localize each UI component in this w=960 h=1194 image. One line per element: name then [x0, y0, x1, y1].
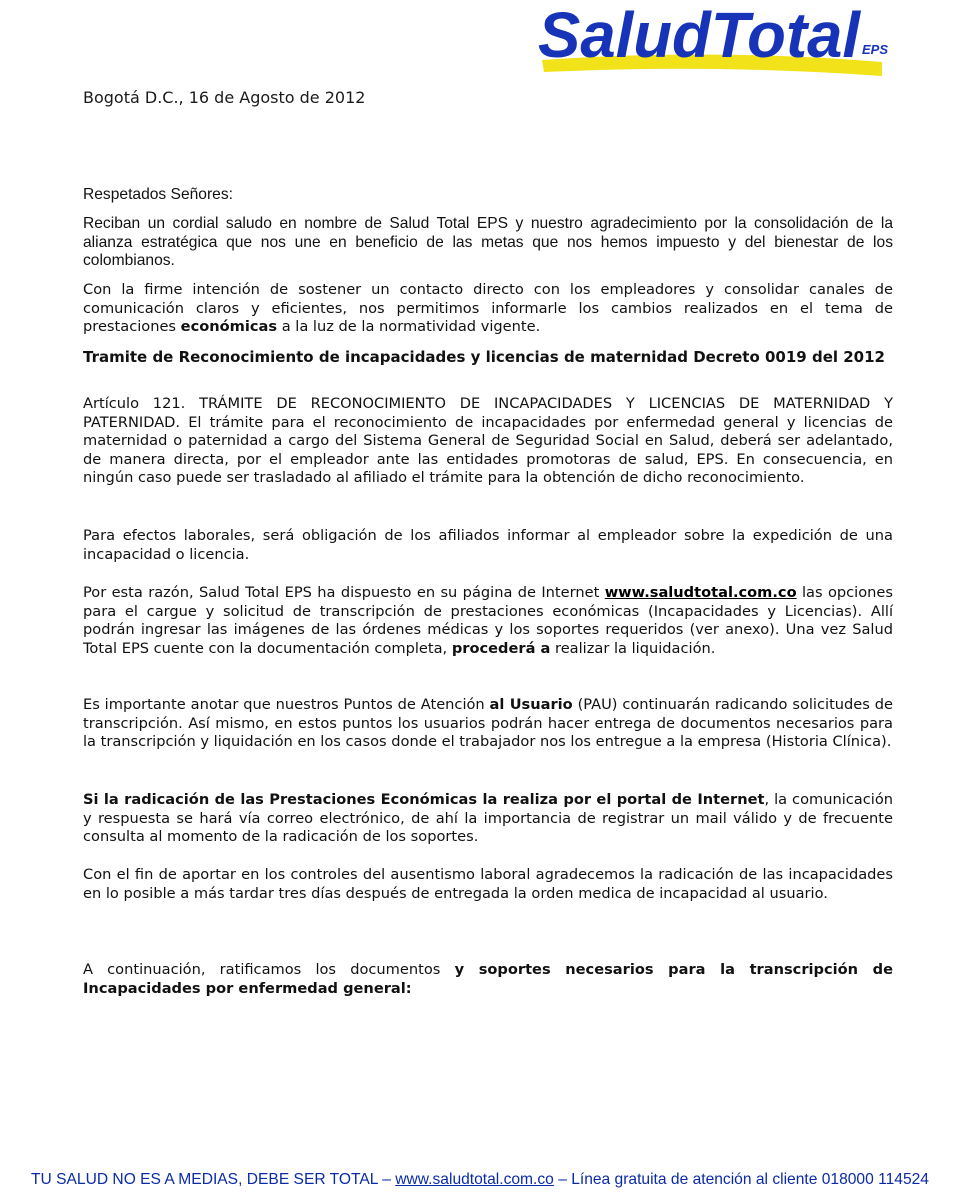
salud-total-logo — [532, 2, 894, 88]
section-heading: Tramite de Reconocimiento de incapacidades y licencias de maternidad Decreto 0019 del 2012 — [83, 348, 885, 366]
paragraph-absenteeism: Con el fin de aportar en los controles del ausentismo laboral agradecemos la radicación de las incapacidades en lo posible a más tardar tres días después de entregada la orden medica de incapacidad al usuario. — [83, 866, 893, 902]
paragraph-documents: A continuación, ratificamos los documentos y soportes necesarios para la transcripción de Incapacidades por enfermedad general: — [83, 961, 893, 997]
footer-website-link[interactable]: www.saludtotal.com.co — [395, 1171, 554, 1188]
paragraph-greeting: Reciban un cordial saludo en nombre de Salud Total EPS y nuestro agradecimiento por la consolidación de la alianza estratégica que nos une en beneficio de las metas que nos hemos impuesto y del bienestar de los colombianos. — [83, 215, 893, 269]
footer-slogan: TU SALUD NO ES A MEDIAS, DEBE SER TOTAL – — [30, 1171, 396, 1188]
footer-hotline: – Línea gratuita de atención al cliente 018000 114524 — [553, 1171, 929, 1188]
paragraph-portal: Si la radicación de las Prestaciones Económicas la realiza por el portal de Internet, la comunicación y respuesta se hará vía correo electrónico, de ahí la importancia de registrar un mail válido y de frecuente consulta al momento de la radicación de los soportes. — [83, 791, 893, 845]
logo-graphic — [532, 2, 894, 88]
paragraph-website: Por esta razón, Salud Total EPS ha dispuesto en su página de Internet www.saludtotal.com.co las opciones para el cargue y solicitud de transcripción de prestaciones económicas (Incapacidades y Licencias). Allí podrán ingresar las imágenes de las órdenes médicas y los soportes requeridos (ver anexo). Una vez Salud Total EPS cuente con la documentación completa, procederá a realizar la liquidación. — [83, 584, 893, 657]
logo-wordmark: SaludTotal — [538, 2, 862, 71]
salutation: Respetados Señores: — [83, 186, 233, 203]
paragraph-pau: Es importante anotar que nuestros Puntos de Atención al Usuario (PAU) continuarán radicando solicitudes de transcripción. Así mismo, en estos puntos los usuarios podrán hacer entrega de documentos necesarios para la transcripción y liquidación en los casos donde el trabajador nos los entregue a la empresa (Historia Clínica). — [83, 696, 893, 750]
paragraph-intent: Con la firme intención de sostener un contacto directo con los empleadores y consolidar canales de comunicación claros y eficientes, nos permitimos informarle los cambios realizados en el tema de prestaciones económicas a la luz de la normatividad vigente. — [83, 281, 893, 335]
footer-banner — [0, 1171, 960, 1189]
paragraph-article: Artículo 121. TRÁMITE DE RECONOCIMIENTO DE INCAPACIDADES Y LICENCIAS DE MATERNIDAD Y PATERNIDAD. El trámite para el reconocimiento de incapacidades por enfermedad general y licencias de maternidad o paternidad a cargo del Sistema General de Seguridad Social en Salud, deberá ser adelantado, de manera directa, por el empleador ante las entidades promotoras de salud, EPS. En consecuencia, en ningún caso puede ser trasladado al afiliado el trámite para la obtención de dicho reconocimiento. — [83, 395, 893, 486]
logo-eps-tag: EPS — [862, 42, 889, 57]
website-link[interactable]: www.saludtotal.com.co — [604, 584, 797, 601]
paragraph-obligation: Para efectos laborales, será obligación de los afiliados informar al empleador sobre la expedición de una incapacidad o licencia. — [83, 527, 893, 563]
date-line: Bogotá D.C., 16 de Agosto de 2012 — [83, 88, 366, 107]
